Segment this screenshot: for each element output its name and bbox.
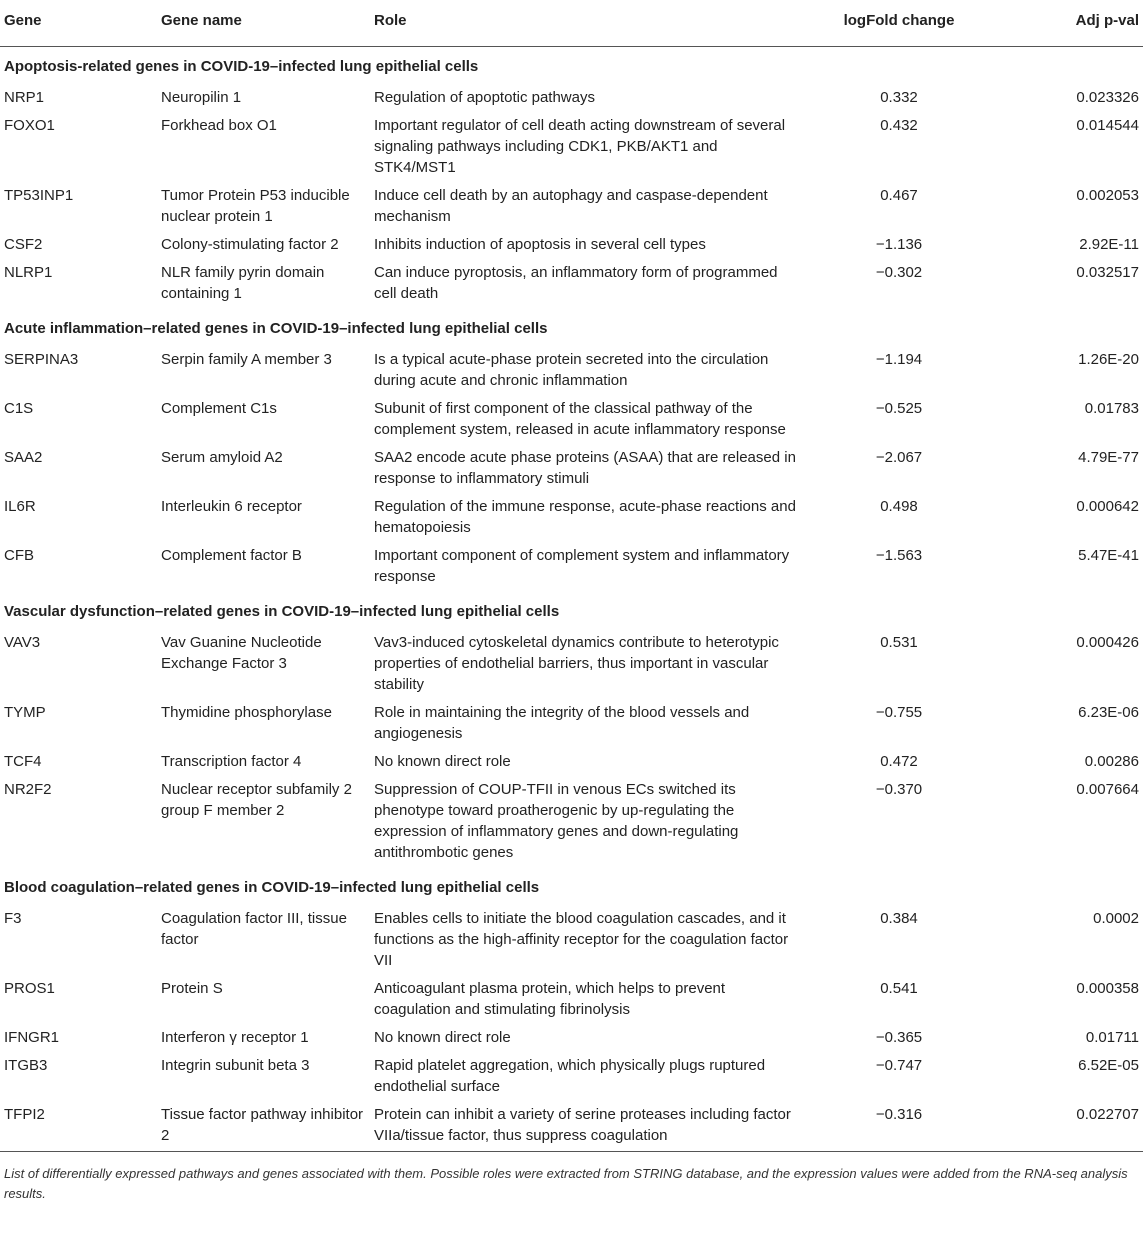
role-cell: Can induce pyroptosis, an inflammatory form of programmed cell death	[374, 264, 778, 302]
gene-cell: NRP1	[4, 89, 45, 106]
table-row	[0, 976, 1143, 1025]
section-title: Acute inflammation–related genes in COVID-19–infected lung epithelial cells	[4, 320, 548, 337]
gene-cell: C1S	[4, 400, 34, 417]
table-row	[0, 902, 1143, 976]
gene-name-cell: Nuclear receptor subfamily 2 group F member 2	[161, 781, 352, 819]
logfold-cell: −1.136	[875, 236, 923, 253]
gene-name-cell: Coagulation factor III, tissue factor	[161, 910, 347, 948]
logfold-cell: −0.302	[875, 264, 923, 281]
logfold-cell: 0.472	[880, 753, 918, 770]
logfold-cell: 0.384	[880, 910, 918, 927]
gene-cell: TYMP	[4, 704, 46, 721]
gene-name-cell: Tumor Protein P53 inducible nuclear protein 1	[161, 187, 350, 225]
adjp-cell: 6.23E-06	[1078, 704, 1139, 721]
gene-cell: F3	[4, 910, 22, 927]
section-title: Apoptosis-related genes in COVID-19–infected lung epithelial cells	[4, 58, 479, 75]
header-adjp: Adj p-val	[991, 0, 1143, 47]
logfold-cell: −1.194	[875, 351, 923, 368]
gene-name-cell: Neuropilin 1	[161, 89, 242, 106]
adjp-cell: 0.0002	[1093, 910, 1139, 927]
adjp-cell: 0.023326	[1076, 89, 1139, 106]
logfold-cell: −0.365	[875, 1029, 923, 1046]
adjp-cell: 0.000642	[1076, 498, 1139, 515]
header-logfold: logFold change	[807, 0, 991, 47]
logfold-cell: −0.755	[875, 704, 923, 721]
gene-name-cell: Colony-stimulating factor 2	[161, 236, 339, 253]
gene-name-cell: Tissue factor pathway inhibitor 2	[161, 1106, 364, 1144]
table-row	[0, 626, 1143, 700]
gene-cell: ITGB3	[4, 1057, 48, 1074]
adjp-cell: 0.01711	[1085, 1029, 1139, 1046]
role-cell: Important regulator of cell death acting downstream of several signaling pathways including CDK1, PKB/AKT1 and STK4/MST1	[374, 117, 786, 176]
gene-cell: FOXO1	[4, 117, 55, 134]
gene-cell: IFNGR1	[4, 1029, 60, 1046]
adjp-cell: 6.52E-05	[1078, 1057, 1139, 1074]
gene-cell: TFPI2	[4, 1106, 45, 1123]
logfold-cell: −1.563	[875, 547, 923, 564]
gene-cell: NLRP1	[4, 264, 53, 281]
table-row	[0, 445, 1143, 494]
gene-name-cell: Transcription factor 4	[161, 753, 302, 770]
table-row	[0, 81, 1143, 113]
role-cell: Regulation of apoptotic pathways	[374, 89, 595, 106]
gene-name-cell: NLR family pyrin domain containing 1	[161, 264, 325, 302]
gene-cell: SERPINA3	[4, 351, 79, 368]
logfold-cell: −0.525	[875, 400, 923, 417]
role-cell: Role in maintaining the integrity of the blood vessels and angiogenesis	[374, 704, 750, 742]
role-cell: Rapid platelet aggregation, which physically plugs ruptured endothelial surface	[374, 1057, 766, 1095]
gene-cell: CSF2	[4, 236, 43, 253]
adjp-cell: 0.00286	[1084, 753, 1139, 770]
table-body	[0, 47, 1143, 1152]
gene-name-cell: Complement C1s	[161, 400, 277, 417]
section-row	[0, 868, 1143, 902]
gene-cell: VAV3	[4, 634, 41, 651]
gene-name-cell: Interferon γ receptor 1	[161, 1029, 309, 1046]
header-role: Role	[370, 0, 807, 47]
logfold-cell: −0.370	[875, 781, 923, 798]
gene-cell: CFB	[4, 547, 34, 564]
table-row	[0, 749, 1143, 777]
gene-name-cell: Complement factor B	[161, 547, 302, 564]
role-cell: SAA2 encode acute phase proteins (ASAA) that are released in response to inflammatory stimuli	[374, 449, 796, 487]
table-row	[0, 777, 1143, 868]
gene-cell: TP53INP1	[4, 187, 74, 204]
role-cell: Suppression of COUP-TFII in venous ECs switched its phenotype toward proatherogenic by up-regulating the expression of inflammatory genes and down-regulating antithrombotic genes	[374, 781, 739, 861]
table-header	[0, 0, 1143, 47]
adjp-cell: 0.002053	[1076, 187, 1139, 204]
adjp-cell: 0.007664	[1076, 781, 1139, 798]
gene-name-cell: Forkhead box O1	[161, 117, 277, 134]
role-cell: Anticoagulant plasma protein, which helps to prevent coagulation and stimulating fibrinolysis	[374, 980, 726, 1018]
section-row	[0, 47, 1143, 82]
logfold-cell: 0.467	[880, 187, 918, 204]
adjp-cell: 0.000358	[1076, 980, 1139, 997]
table-row	[0, 700, 1143, 749]
role-cell: Vav3-induced cytoskeletal dynamics contribute to heterotypic properties of endothelial barriers, thus important in vascular stability	[374, 634, 779, 693]
role-cell: Important component of complement system and inflammatory response	[374, 547, 790, 585]
section-row	[0, 309, 1143, 343]
gene-name-cell: Protein S	[161, 980, 223, 997]
gene-cell: SAA2	[4, 449, 43, 466]
table-row	[0, 113, 1143, 183]
header-gene: Gene	[0, 0, 157, 47]
adjp-cell: 0.014544	[1076, 117, 1139, 134]
adjp-cell: 0.000426	[1076, 634, 1139, 651]
table-caption: List of differentially expressed pathways and genes associated with them. Possible roles were extracted from STRING database, and the expression values were added from the RNA-seq analysis results.	[4, 1166, 1128, 1201]
role-cell: No known direct role	[374, 1029, 511, 1046]
adjp-cell: 0.01783	[1084, 400, 1139, 417]
logfold-cell: 0.541	[880, 980, 918, 997]
role-cell: No known direct role	[374, 753, 511, 770]
role-cell: Regulation of the immune response, acute-phase reactions and hematopoiesis	[374, 498, 796, 536]
adjp-cell: 4.79E-77	[1078, 449, 1139, 466]
logfold-cell: 0.531	[880, 634, 918, 651]
table-row	[0, 1025, 1143, 1053]
table-row	[0, 1102, 1143, 1151]
role-cell: Subunit of first component of the classical pathway of the complement system, released in acute inflammatory response	[374, 400, 786, 438]
adjp-cell: 0.032517	[1076, 264, 1139, 281]
role-cell: Enables cells to initiate the blood coagulation cascades, and it functions as the high-affinity receptor for the coagulation factor VII	[374, 910, 789, 969]
gene-cell: PROS1	[4, 980, 55, 997]
logfold-cell: 0.498	[880, 498, 918, 515]
table-row	[0, 396, 1143, 445]
logfold-cell: −0.316	[875, 1106, 923, 1123]
table-row	[0, 260, 1143, 309]
adjp-cell: 1.26E-20	[1078, 351, 1139, 368]
gene-cell: TCF4	[4, 753, 42, 770]
role-cell: Is a typical acute-phase protein secreted into the circulation during acute and chronic inflammation	[374, 351, 769, 389]
gene-name-cell: Thymidine phosphorylase	[161, 704, 332, 721]
section-title: Blood coagulation–related genes in COVID-19–infected lung epithelial cells	[4, 879, 540, 896]
gene-name-cell: Interleukin 6 receptor	[161, 498, 302, 515]
adjp-cell: 2.92E-11	[1079, 236, 1139, 253]
role-cell: Induce cell death by an autophagy and caspase-dependent mechanism	[374, 187, 768, 225]
gene-name-cell: Vav Guanine Nucleotide Exchange Factor 3	[161, 634, 322, 672]
adjp-cell: 0.022707	[1076, 1106, 1139, 1123]
table-row	[0, 494, 1143, 543]
section-title: Vascular dysfunction–related genes in COVID-19–infected lung epithelial cells	[4, 603, 560, 620]
table-row	[0, 183, 1143, 232]
table-row	[0, 232, 1143, 260]
logfold-cell: −0.747	[875, 1057, 923, 1074]
table-row	[0, 543, 1143, 592]
table-row	[0, 1053, 1143, 1102]
gene-name-cell: Serpin family A member 3	[161, 351, 332, 368]
logfold-cell: 0.332	[880, 89, 918, 106]
role-cell: Protein can inhibit a variety of serine proteases including factor VIIa/tissue factor, thus suppress coagulation	[374, 1106, 791, 1144]
gene-cell: IL6R	[4, 498, 36, 515]
header-gene-name: Gene name	[157, 0, 370, 47]
role-cell: Inhibits induction of apoptosis in several cell types	[374, 236, 706, 253]
section-row	[0, 592, 1143, 626]
gene-name-cell: Integrin subunit beta 3	[161, 1057, 310, 1074]
adjp-cell: 5.47E-41	[1078, 547, 1139, 564]
logfold-cell: 0.432	[880, 117, 918, 134]
table-row	[0, 343, 1143, 396]
gene-cell: NR2F2	[4, 781, 52, 798]
gene-name-cell: Serum amyloid A2	[161, 449, 283, 466]
logfold-cell: −2.067	[875, 449, 923, 466]
